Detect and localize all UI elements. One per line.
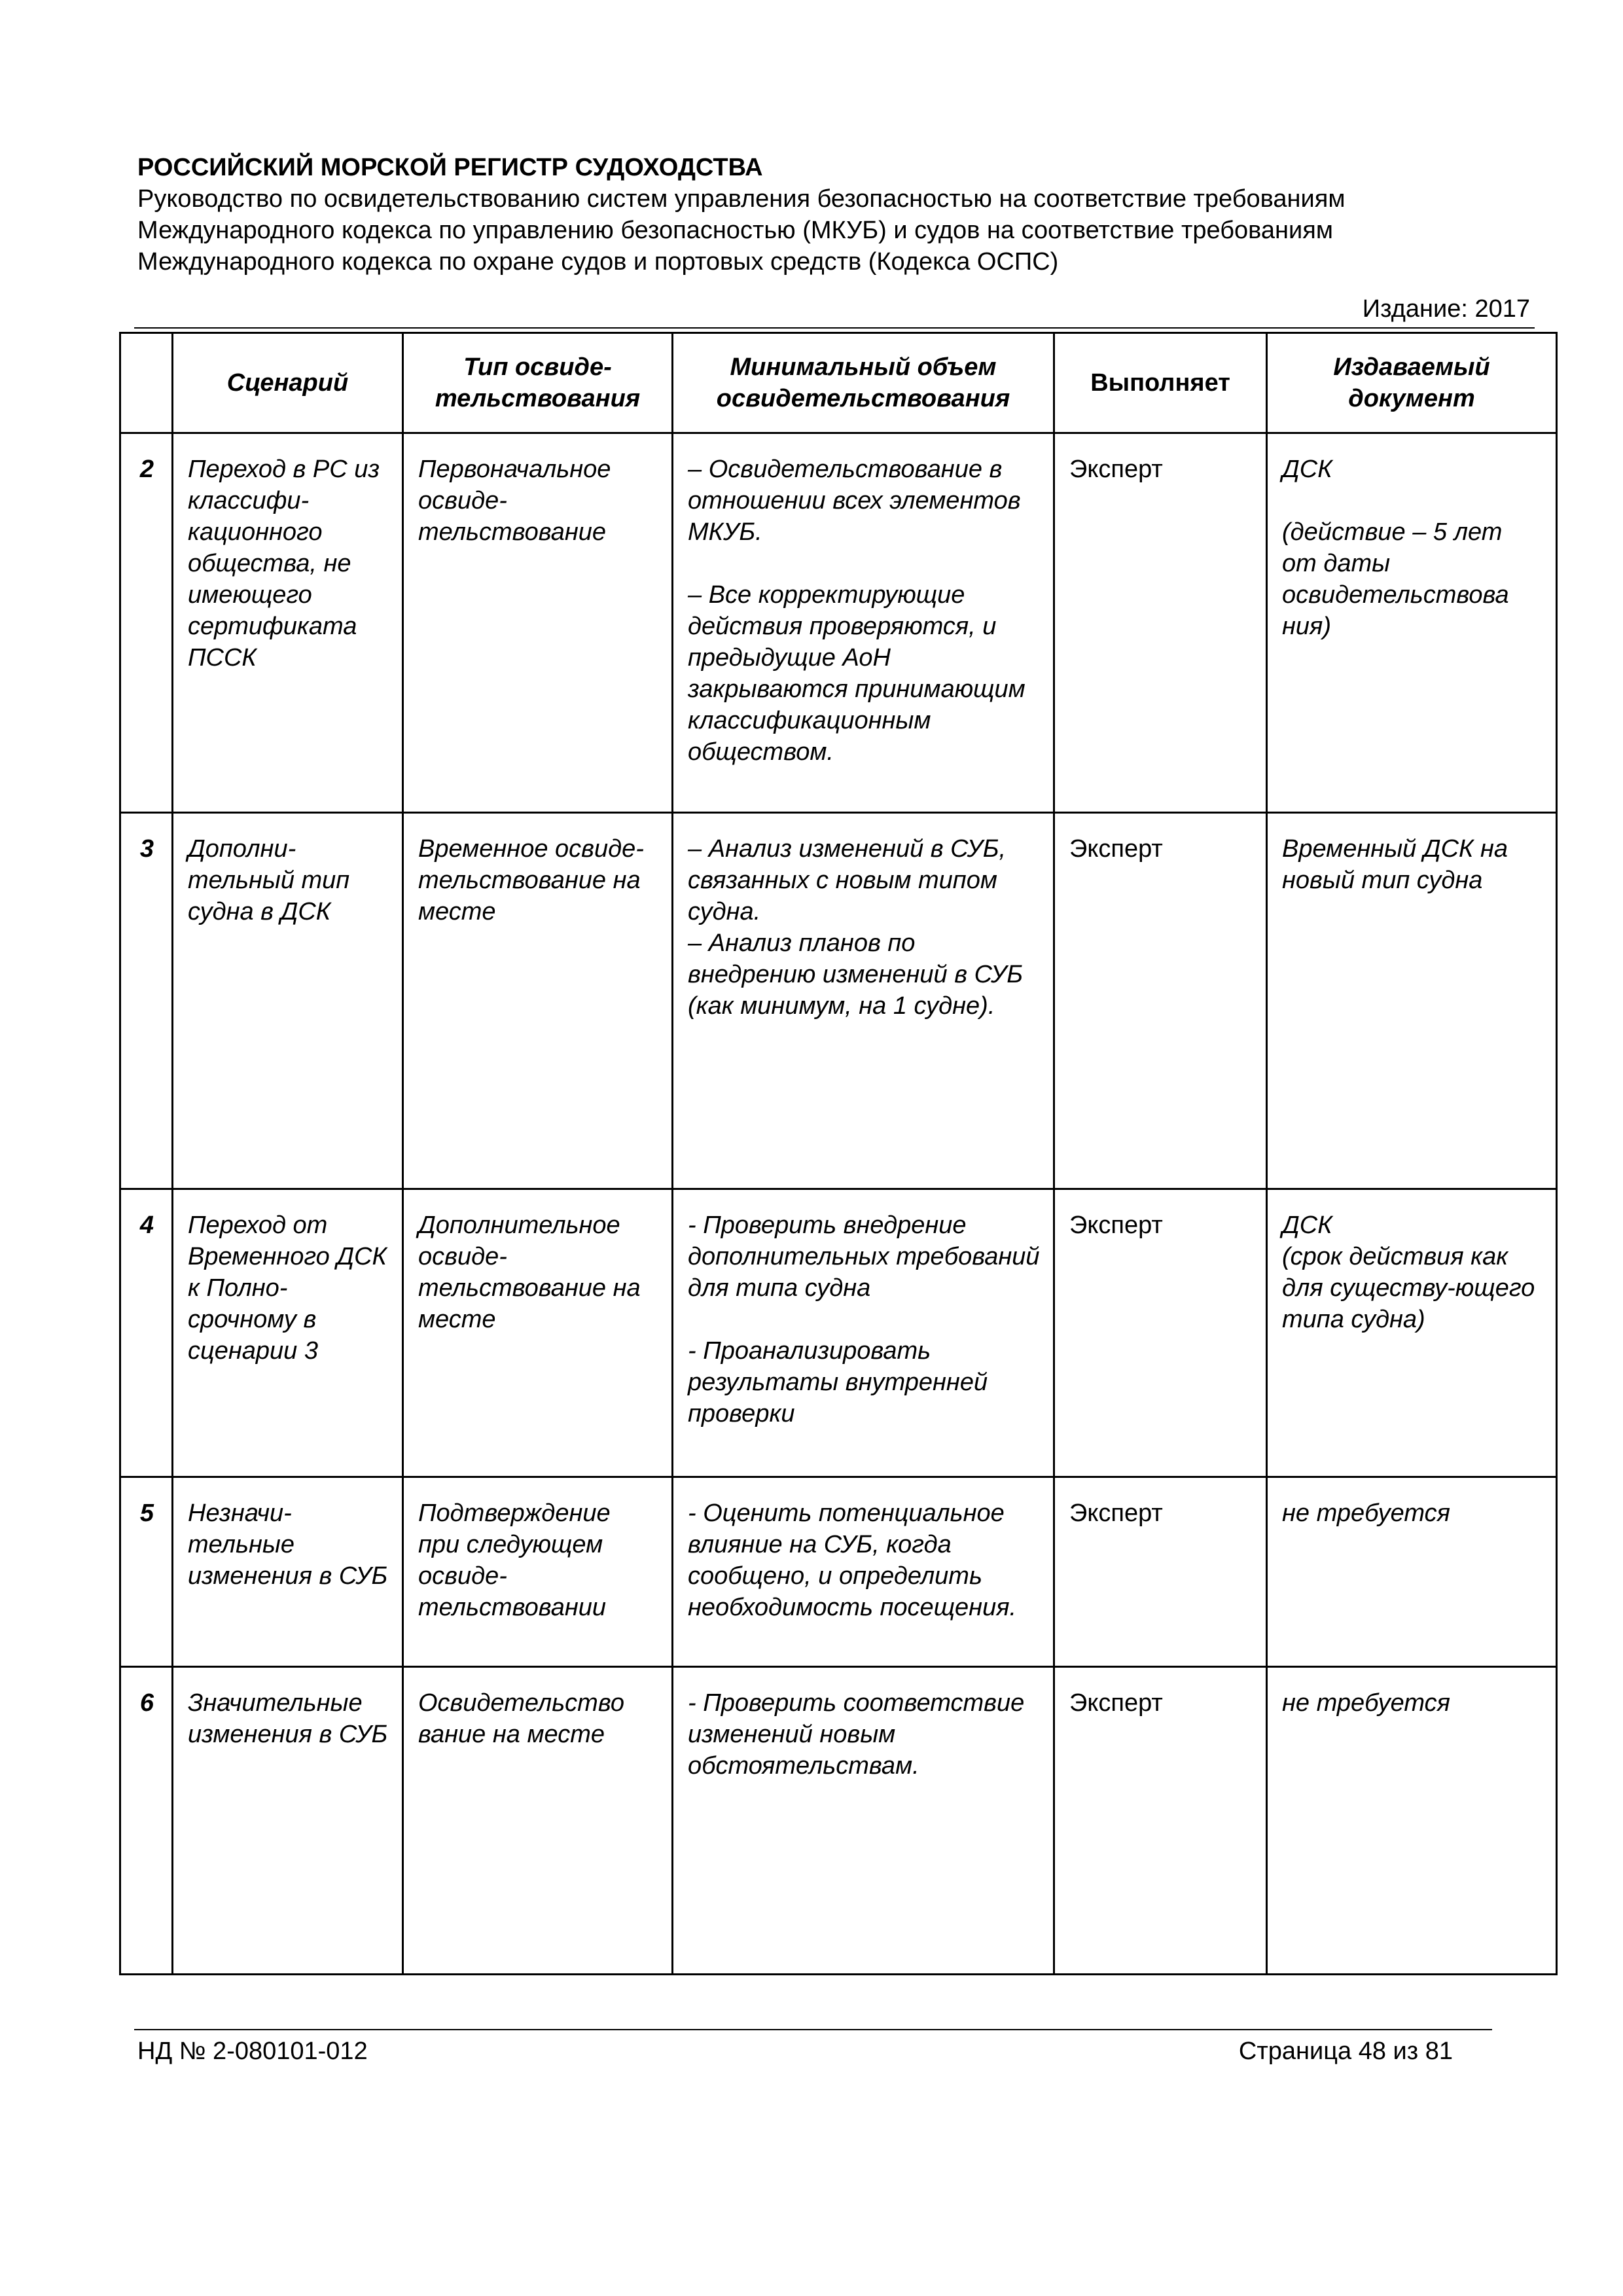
scope-item: – Анализ планов по внедрению изменений в СУБ (как минимум, на 1 судне). (688, 929, 1023, 1020)
scope-item: – Освидетельствование в отношении всех элементов МКУБ. (688, 456, 1021, 546)
row-scenario: Дополни-тельный тип судна в ДСК (173, 813, 403, 1189)
row-number: 5 (120, 1477, 173, 1667)
row-document (1267, 1189, 1557, 1477)
scope-item: - Оценить потенциальное влияние на СУБ, когда сообщено, и определить необходимость посещения. (688, 1499, 1017, 1621)
document-item: ДСК (1282, 1211, 1332, 1239)
scope-item: - Проверить соответствие изменений новым обстоятельствам. (688, 1689, 1025, 1780)
row-document (1267, 1667, 1557, 1975)
row-scenario: Значительные изменения в СУБ (173, 1667, 403, 1975)
organization-title: РОССИЙСКИЙ МОРСКОЙ РЕГИСТР СУДОХОДСТВА (137, 154, 763, 181)
table-row (120, 813, 1557, 1189)
row-survey-type: Освидетельство вание на месте (403, 1667, 673, 1975)
row-scenario: Переход в РС из классифи-кационного общества, не имеющего сертификата ПССК (173, 433, 403, 813)
row-number: 3 (120, 813, 173, 1189)
page-number: Страница 48 из 81 (1238, 2037, 1453, 2065)
row-scope (673, 1477, 1054, 1667)
header-issued-doc: Издаваемый документ (1267, 333, 1557, 433)
document-item: Временный ДСК на новый тип судна (1282, 835, 1508, 894)
subtitle-line-1: Руководство по освидетельствованию систем управления безопасностью на соответствие требованиям (137, 185, 1346, 213)
row-number: 6 (120, 1667, 173, 1975)
row-performer: Эксперт (1054, 1477, 1267, 1667)
scope-item: – Анализ изменений в СУБ, связанных с новым типом судна. (688, 835, 1007, 925)
header-survey-type: Тип освиде-тельствования (403, 333, 673, 433)
document-number: НД № 2-080101-012 (137, 2037, 368, 2065)
row-number: 4 (120, 1189, 173, 1477)
row-survey-type: Дополнительное освиде-тельствование на месте (403, 1189, 673, 1477)
row-performer: Эксперт (1054, 813, 1267, 1189)
table-row (120, 1477, 1557, 1667)
header-scenario: Сценарий (173, 333, 403, 433)
header-min-scope: Минимальный объем освидетельствования (673, 333, 1054, 433)
row-document (1267, 813, 1557, 1189)
row-scope (673, 1189, 1054, 1477)
edition-label: Издание: 2017 (1362, 295, 1530, 323)
survey-scenarios-table (119, 332, 1558, 1975)
table-header-row (120, 333, 1557, 433)
row-scope (673, 1667, 1054, 1975)
document-item: ДСК (1282, 456, 1332, 483)
table-row (120, 1189, 1557, 1477)
row-scope (673, 813, 1054, 1189)
row-survey-type: Подтверждение при следующем освиде-тельствовании (403, 1477, 673, 1667)
scope-item: – Все корректирующие действия проверяются, и предыдущие АоН закрываются принимающим классификационным обществом. (688, 581, 1026, 766)
row-document (1267, 433, 1557, 813)
scope-item: - Проверить внедрение дополнительных требований для типа судна (688, 1211, 1040, 1302)
row-performer: Эксперт (1054, 433, 1267, 813)
row-scenario: Незначи-тельные изменения в СУБ (173, 1477, 403, 1667)
header-num (120, 333, 173, 433)
row-scope (673, 433, 1054, 813)
footer-divider (134, 2029, 1492, 2030)
scope-item: - Проанализировать результаты внутренней проверки (688, 1337, 988, 1427)
table-row (120, 433, 1557, 813)
row-survey-type: Первоначальное освиде-тельствование (403, 433, 673, 813)
document-item: не требуется (1282, 1689, 1450, 1717)
row-performer: Эксперт (1054, 1189, 1267, 1477)
header-performer: Выполняет (1054, 333, 1267, 433)
row-survey-type: Временное освиде-тельствование на месте (403, 813, 673, 1189)
document-item: (срок действия как для существу-ющего типа судна) (1282, 1243, 1535, 1333)
document-item: (действие – 5 лет от даты освидетельствова ния) (1282, 518, 1509, 640)
row-performer: Эксперт (1054, 1667, 1267, 1975)
row-scenario: Переход от Временного ДСК к Полно-срочному в сценарии 3 (173, 1189, 403, 1477)
header-divider (134, 327, 1535, 329)
row-number: 2 (120, 433, 173, 813)
row-document (1267, 1477, 1557, 1667)
subtitle-line-2: Международного кодекса по управлению безопасностью (МКУБ) и судов на соответствие требованиям (137, 217, 1333, 244)
document-header (137, 152, 1544, 278)
document-item: не требуется (1282, 1499, 1450, 1527)
table-row (120, 1667, 1557, 1975)
subtitle-line-3: Международного кодекса по охране судов и портовых средств (Кодекса ОСПС) (137, 248, 1059, 276)
